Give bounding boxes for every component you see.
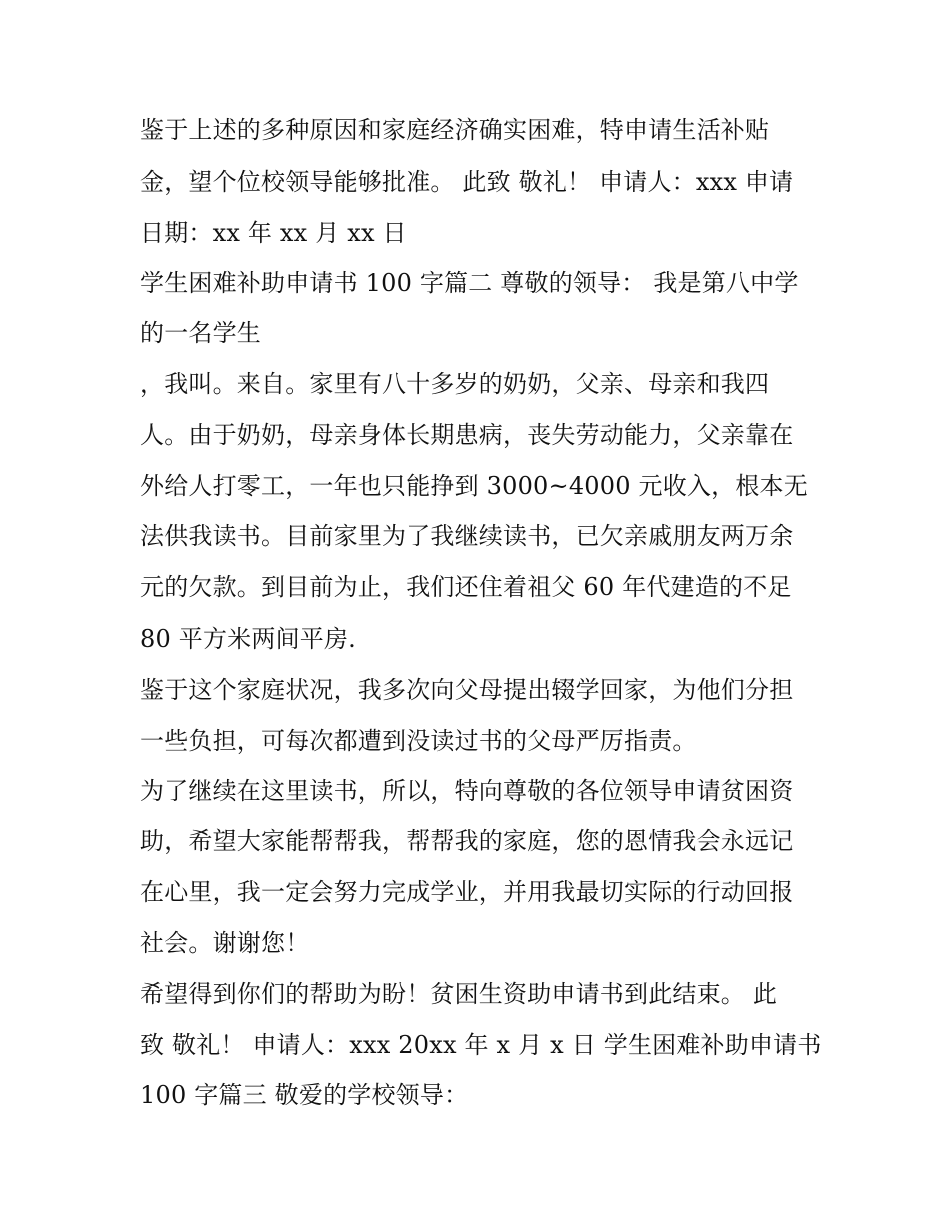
text-line: 致 敬礼！ 申请人：xxx 20xx 年 x 月 x 日 学生困难补助申请书: [140, 1031, 822, 1059]
text-line: 法供我读书。目前家里为了我继续读书，已欠亲戚朋友两万余: [140, 522, 794, 550]
text-line: 的一名学生: [140, 319, 261, 347]
text-line: 希望得到你们的帮助为盼！贫困生资助申请书到此结束。 此: [140, 980, 778, 1008]
text-line: 日期：xx 年 xx 月 xx 日: [140, 219, 407, 247]
text-line: 鉴于上述的多种原因和家庭经济确实困难，特申请生活补贴: [140, 116, 770, 144]
text-line: 80 平方米两间平房.: [140, 625, 356, 653]
text-line: 为了继续在这里读书，所以，特向尊敬的各位领导申请贫困资: [140, 777, 794, 805]
text-line: 金，望个位校领导能够批准。 此致 敬礼！ 申请人：xxx 申请: [140, 168, 794, 196]
text-line: 在心里，我一定会努力完成学业，并用我最切实际的行动回报: [140, 878, 794, 906]
text-line: 元的欠款。到目前为止，我们还住着祖父 60 年代建造的不足: [140, 573, 792, 601]
text-line: 助，希望大家能帮帮我，帮帮我的家庭，您的恩情我会永远记: [140, 827, 794, 855]
text-line: 人。由于奶奶，母亲身体长期患病，丧失劳动能力，父亲靠在: [140, 421, 794, 449]
text-line: ，我叫。来自。家里有八十多岁的奶奶，父亲、母亲和我四: [140, 370, 770, 398]
text-line: 外给人打零工，一年也只能挣到 3000~4000 元收入，根本无: [140, 472, 808, 500]
text-line: 鉴于这个家庭状况，我多次向父母提出辍学回家，为他们分担: [140, 676, 794, 704]
text-line: 社会。谢谢您！: [140, 929, 310, 957]
text-line: 学生困难补助申请书 100 字篇二 尊敬的领导： 我是第八中学: [140, 269, 799, 297]
text-line: 100 字篇三 敬爱的学校领导：: [140, 1081, 469, 1109]
text-line: 一些负担，可每次都遭到没读过书的父母严厉指责。: [140, 727, 697, 755]
